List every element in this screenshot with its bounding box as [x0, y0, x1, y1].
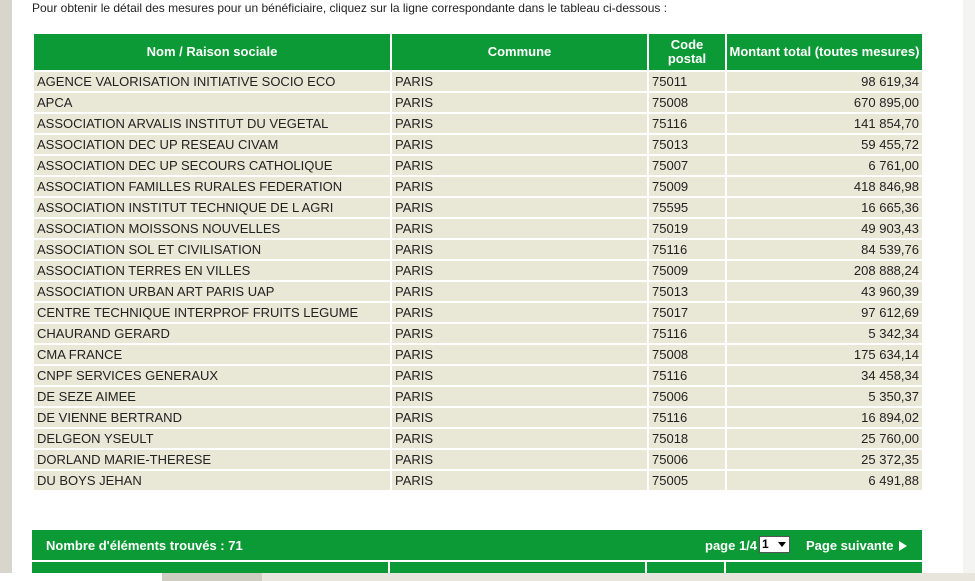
- chevron-down-icon: [778, 542, 786, 547]
- scrollbar-thumb[interactable]: [162, 573, 262, 581]
- cell-name[interactable]: ASSOCIATION TERRES EN VILLES: [33, 260, 391, 281]
- cell-postal[interactable]: 75013: [648, 134, 726, 155]
- cell-commune[interactable]: PARIS: [391, 176, 648, 197]
- intro-text: Pour obtenir le détail des mesures pour un bénéficiaire, cliquez sur la ligne correspondante dans le tableau ci-dessous :: [32, 1, 668, 15]
- table-row[interactable]: [33, 176, 923, 197]
- table-row[interactable]: [33, 71, 923, 92]
- table-row[interactable]: [33, 197, 923, 218]
- cell-commune[interactable]: PARIS: [391, 218, 648, 239]
- results-count: Nombre d'éléments trouvés : 71: [46, 538, 243, 553]
- cell-postal[interactable]: 75116: [648, 407, 726, 428]
- table-row[interactable]: [33, 386, 923, 407]
- column-header-commune[interactable]: Commune: [391, 33, 648, 71]
- cell-amount[interactable]: 141 854,70: [726, 113, 923, 134]
- column-header-amount[interactable]: Montant total (toutes mesures): [726, 33, 923, 71]
- strip-cell: [390, 562, 647, 573]
- cell-amount[interactable]: 49 903,43: [726, 218, 923, 239]
- table-row[interactable]: [33, 344, 923, 365]
- cell-postal[interactable]: 75008: [648, 344, 726, 365]
- cell-commune[interactable]: PARIS: [391, 71, 648, 92]
- cell-postal[interactable]: 75116: [648, 239, 726, 260]
- table-row[interactable]: [33, 239, 923, 260]
- cell-postal[interactable]: 75009: [648, 176, 726, 197]
- cell-postal[interactable]: 75116: [648, 365, 726, 386]
- cell-name[interactable]: AGENCE VALORISATION INITIATIVE SOCIO ECO: [33, 71, 391, 92]
- strip-cell: [647, 562, 726, 573]
- cell-commune[interactable]: PARIS: [391, 239, 648, 260]
- cell-commune[interactable]: PARIS: [391, 134, 648, 155]
- cell-name[interactable]: DELGEON YSEULT: [33, 428, 391, 449]
- cell-postal[interactable]: 75018: [648, 428, 726, 449]
- table-row[interactable]: [33, 155, 923, 176]
- table-row[interactable]: [33, 218, 923, 239]
- cell-name[interactable]: DORLAND MARIE-THERESE: [33, 449, 391, 470]
- cell-amount[interactable]: 418 846,98: [726, 176, 923, 197]
- cell-commune[interactable]: PARIS: [391, 386, 648, 407]
- cell-postal[interactable]: 75595: [648, 197, 726, 218]
- table-row[interactable]: [33, 302, 923, 323]
- cell-name[interactable]: CMA FRANCE: [33, 344, 391, 365]
- page-select[interactable]: [759, 536, 790, 553]
- content-panel: [12, 0, 963, 573]
- cell-amount[interactable]: 175 634,14: [726, 344, 923, 365]
- beneficiaries-table: [32, 32, 924, 492]
- cell-amount[interactable]: 6 761,00: [726, 155, 923, 176]
- cell-name[interactable]: CHAURAND GERARD: [33, 323, 391, 344]
- cell-postal[interactable]: 75017: [648, 302, 726, 323]
- cell-name[interactable]: ASSOCIATION DEC UP SECOURS CATHOLIQUE: [33, 155, 391, 176]
- cell-amount[interactable]: 59 455,72: [726, 134, 923, 155]
- cell-amount[interactable]: 84 539,76: [726, 239, 923, 260]
- cell-commune[interactable]: PARIS: [391, 470, 648, 491]
- cell-commune[interactable]: PARIS: [391, 344, 648, 365]
- next-table-header-strip: [32, 562, 922, 573]
- cell-postal[interactable]: 75006: [648, 449, 726, 470]
- cell-amount[interactable]: 5 350,37: [726, 386, 923, 407]
- column-header-postal[interactable]: Code postal: [648, 33, 726, 71]
- cell-amount[interactable]: 25 372,35: [726, 449, 923, 470]
- cell-amount[interactable]: 16 665,36: [726, 197, 923, 218]
- page-select-value: 1: [762, 537, 769, 551]
- cell-amount[interactable]: 5 342,34: [726, 323, 923, 344]
- cell-commune[interactable]: PARIS: [391, 260, 648, 281]
- cell-name[interactable]: CENTRE TECHNIQUE INTERPROF FRUITS LEGUME: [33, 302, 391, 323]
- cell-name[interactable]: DE SEZE AIMEE: [33, 386, 391, 407]
- table-row[interactable]: [33, 407, 923, 428]
- cell-commune[interactable]: PARIS: [391, 449, 648, 470]
- cell-commune[interactable]: PARIS: [391, 428, 648, 449]
- table-row[interactable]: [33, 92, 923, 113]
- scrollbar-track: [0, 573, 162, 581]
- cell-name[interactable]: CNPF SERVICES GENERAUX: [33, 365, 391, 386]
- cell-amount[interactable]: 25 760,00: [726, 428, 923, 449]
- cell-commune[interactable]: PARIS: [391, 323, 648, 344]
- cell-postal[interactable]: 75009: [648, 260, 726, 281]
- strip-cell: [726, 562, 922, 573]
- table-row[interactable]: [33, 365, 923, 386]
- cell-commune[interactable]: PARIS: [391, 281, 648, 302]
- cell-name[interactable]: ASSOCIATION INSTITUT TECHNIQUE DE L AGRI: [33, 197, 391, 218]
- cell-amount[interactable]: 97 612,69: [726, 302, 923, 323]
- right-rail: [963, 0, 975, 573]
- cell-name[interactable]: ASSOCIATION URBAN ART PARIS UAP: [33, 281, 391, 302]
- next-page-label: Page suivante: [806, 538, 894, 553]
- cell-commune[interactable]: PARIS: [391, 92, 648, 113]
- horizontal-scrollbar[interactable]: [0, 573, 975, 581]
- table-row[interactable]: [33, 113, 923, 134]
- table-header-row: [33, 33, 923, 71]
- cell-name[interactable]: APCA: [33, 92, 391, 113]
- cell-postal[interactable]: 75019: [648, 218, 726, 239]
- cell-amount[interactable]: 34 458,34: [726, 365, 923, 386]
- cell-postal[interactable]: 75005: [648, 470, 726, 491]
- cell-amount[interactable]: 43 960,39: [726, 281, 923, 302]
- table-row[interactable]: [33, 470, 923, 491]
- cell-postal[interactable]: 75116: [648, 323, 726, 344]
- cell-name[interactable]: ASSOCIATION FAMILLES RURALES FEDERATION: [33, 176, 391, 197]
- table-row[interactable]: [33, 323, 923, 344]
- cell-postal[interactable]: 75007: [648, 155, 726, 176]
- cell-commune[interactable]: PARIS: [391, 302, 648, 323]
- cell-amount[interactable]: 98 619,34: [726, 71, 923, 92]
- cell-name[interactable]: ASSOCIATION MOISSONS NOUVELLES: [33, 218, 391, 239]
- cell-name[interactable]: ASSOCIATION DEC UP RESEAU CIVAM: [33, 134, 391, 155]
- table-row[interactable]: [33, 260, 923, 281]
- cell-name[interactable]: ASSOCIATION SOL ET CIVILISATION: [33, 239, 391, 260]
- table-row[interactable]: [33, 428, 923, 449]
- cell-name[interactable]: DE VIENNE BERTRAND: [33, 407, 391, 428]
- cell-commune[interactable]: PARIS: [391, 155, 648, 176]
- cell-amount[interactable]: 6 491,88: [726, 470, 923, 491]
- cell-postal[interactable]: 75013: [648, 281, 726, 302]
- cell-postal[interactable]: 75008: [648, 92, 726, 113]
- strip-cell: [32, 562, 390, 573]
- cell-name[interactable]: ASSOCIATION ARVALIS INSTITUT DU VEGETAL: [33, 113, 391, 134]
- play-arrow-icon: [899, 541, 907, 551]
- cell-postal[interactable]: 75006: [648, 386, 726, 407]
- left-rail: [0, 0, 12, 573]
- cell-commune[interactable]: PARIS: [391, 407, 648, 428]
- cell-postal[interactable]: 75116: [648, 113, 726, 134]
- cell-commune[interactable]: PARIS: [391, 113, 648, 134]
- cell-postal[interactable]: 75011: [648, 71, 726, 92]
- cell-commune[interactable]: PARIS: [391, 365, 648, 386]
- page-indicator: page 1/4: [705, 538, 758, 553]
- cell-amount[interactable]: 208 888,24: [726, 260, 923, 281]
- cell-name[interactable]: DU BOYS JEHAN: [33, 470, 391, 491]
- table-footer: [32, 530, 922, 560]
- table-row[interactable]: [33, 281, 923, 302]
- cell-amount[interactable]: 16 894,02: [726, 407, 923, 428]
- cell-amount[interactable]: 670 895,00: [726, 92, 923, 113]
- table-row[interactable]: [33, 449, 923, 470]
- cell-commune[interactable]: PARIS: [391, 197, 648, 218]
- column-header-name[interactable]: Nom / Raison sociale: [33, 33, 391, 71]
- next-page-link[interactable]: [806, 538, 907, 553]
- table-row[interactable]: [33, 134, 923, 155]
